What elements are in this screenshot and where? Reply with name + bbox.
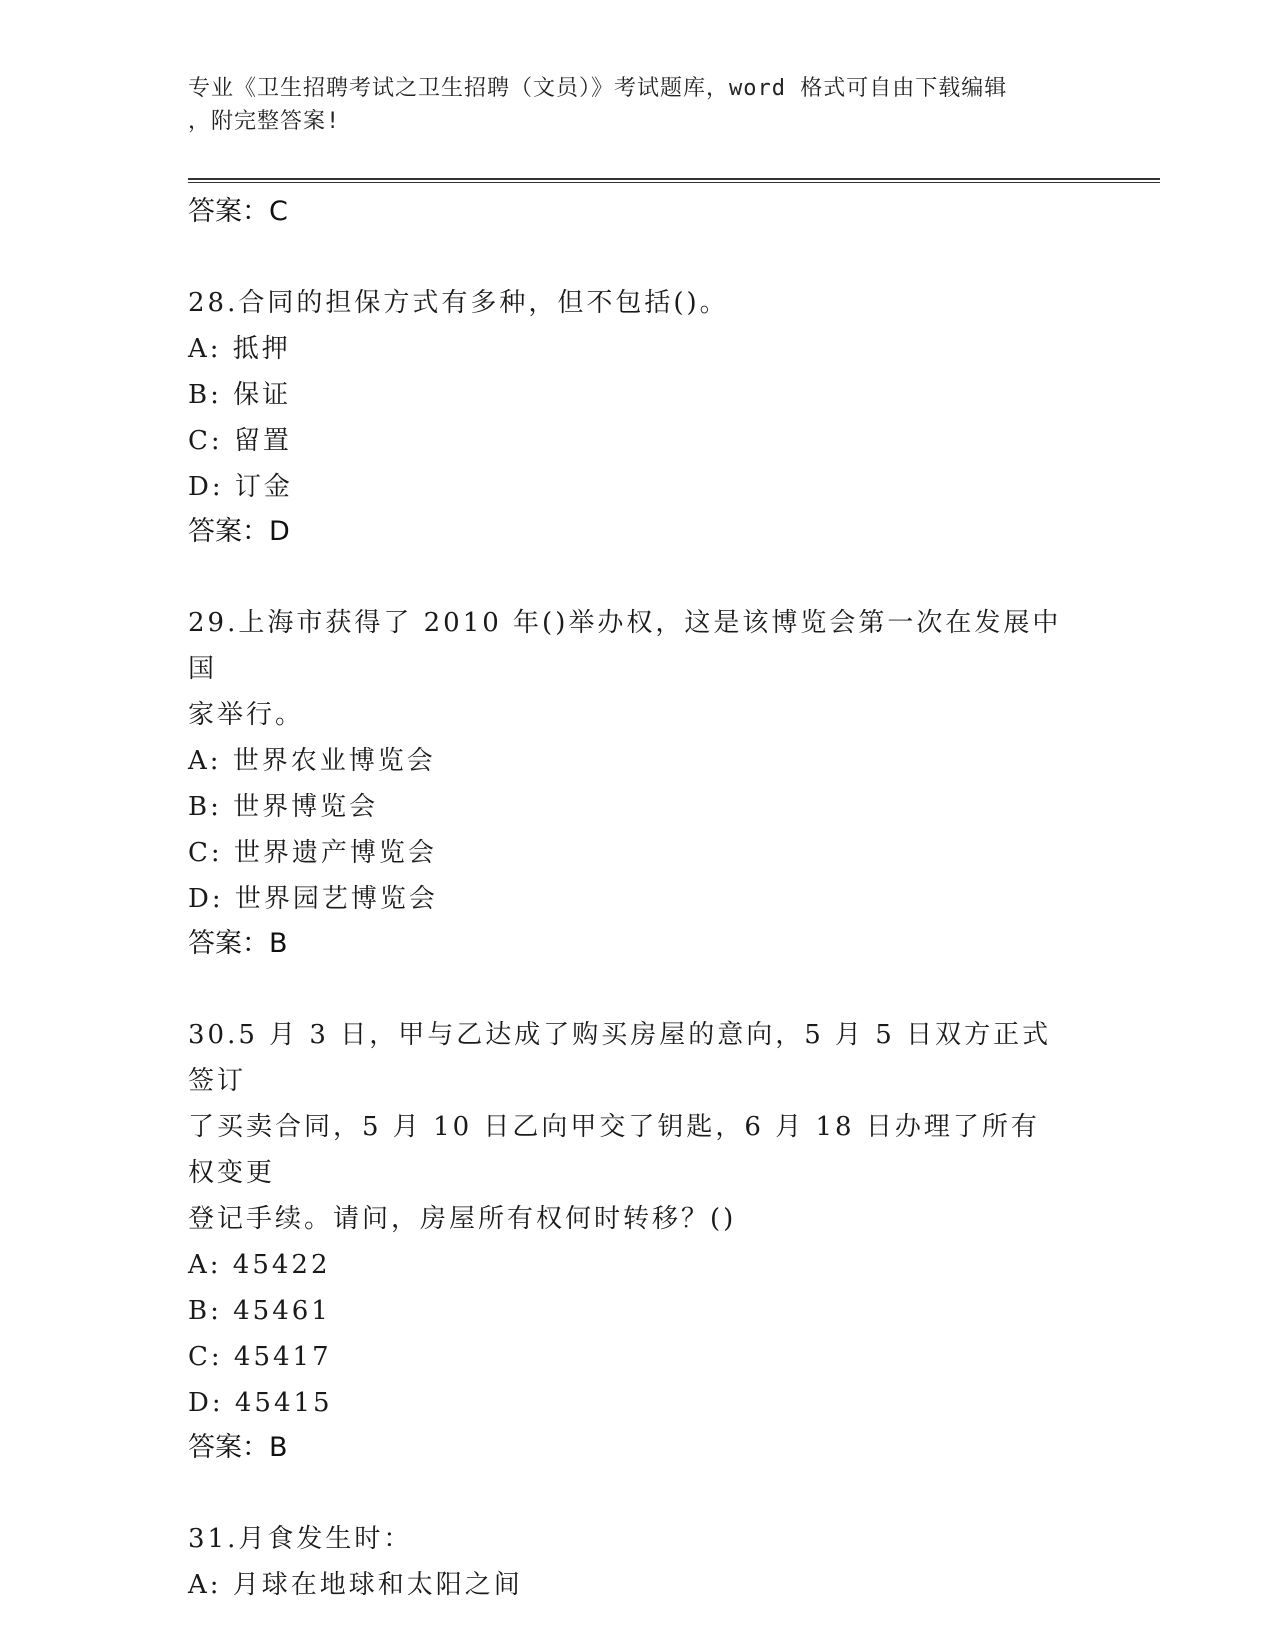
spacer (188, 234, 1088, 280)
option-a: A: 45422 (188, 1250, 331, 1280)
question-stem: 了买卖合同，5 月 10 日乙向甲交了钥匙，6 月 18 日办理了所有权变更 (188, 1112, 1040, 1188)
option-a: A: 抵押 (188, 334, 291, 364)
question-stem: 登记手续。请问，房屋所有权何时转移？() (188, 1204, 737, 1234)
question-29 (188, 600, 1088, 966)
question-31 (188, 1516, 1088, 1608)
option-d: D: 45415 (188, 1388, 333, 1418)
spacer (188, 966, 1088, 1012)
option-c: C: 留置 (188, 426, 292, 456)
header-divider (188, 178, 1160, 183)
option-b: B: 保证 (188, 380, 292, 410)
option-a: A: 世界农业博览会 (188, 746, 436, 776)
option-b: B: 45461 (188, 1296, 331, 1326)
answer-line: 答案：B (188, 928, 288, 959)
spacer (188, 1470, 1088, 1516)
question-stem: 29.上海市获得了 2010 年()举办权，这是该博览会第一次在发展中国 (188, 608, 1062, 684)
header-line-2: ，附完整答案! (188, 109, 341, 134)
option-c: C: 世界遗产博览会 (188, 838, 437, 868)
question-stem: 28.合同的担保方式有多种，但不包括()。 (188, 288, 729, 318)
option-d: D: 世界园艺博览会 (188, 884, 438, 914)
option-b: B: 世界博览会 (188, 792, 379, 822)
header-note (188, 72, 1088, 138)
question-stem: 30.5 月 3 日，甲与乙达成了购买房屋的意向，5 月 5 日双方正式签订 (188, 1020, 1052, 1096)
question-30 (188, 1012, 1088, 1470)
question-content (188, 190, 1088, 1608)
answer-line: 答案：D (188, 516, 290, 547)
option-d: D: 订金 (188, 472, 293, 502)
question-stem: 31.月食发生时： (188, 1524, 413, 1554)
previous-answer: 答案：C (188, 196, 288, 227)
header-line-1: 专业《卫生招聘考试之卫生招聘（文员）》考试题库，word 格式可自由下载编辑 (188, 76, 1008, 101)
option-c: C: 45417 (188, 1342, 332, 1372)
answer-line: 答案：B (188, 1432, 288, 1463)
question-stem: 家举行。 (188, 700, 305, 730)
option-a: A: 月球在地球和太阳之间 (188, 1570, 523, 1600)
question-28 (188, 280, 1088, 554)
spacer (188, 554, 1088, 600)
